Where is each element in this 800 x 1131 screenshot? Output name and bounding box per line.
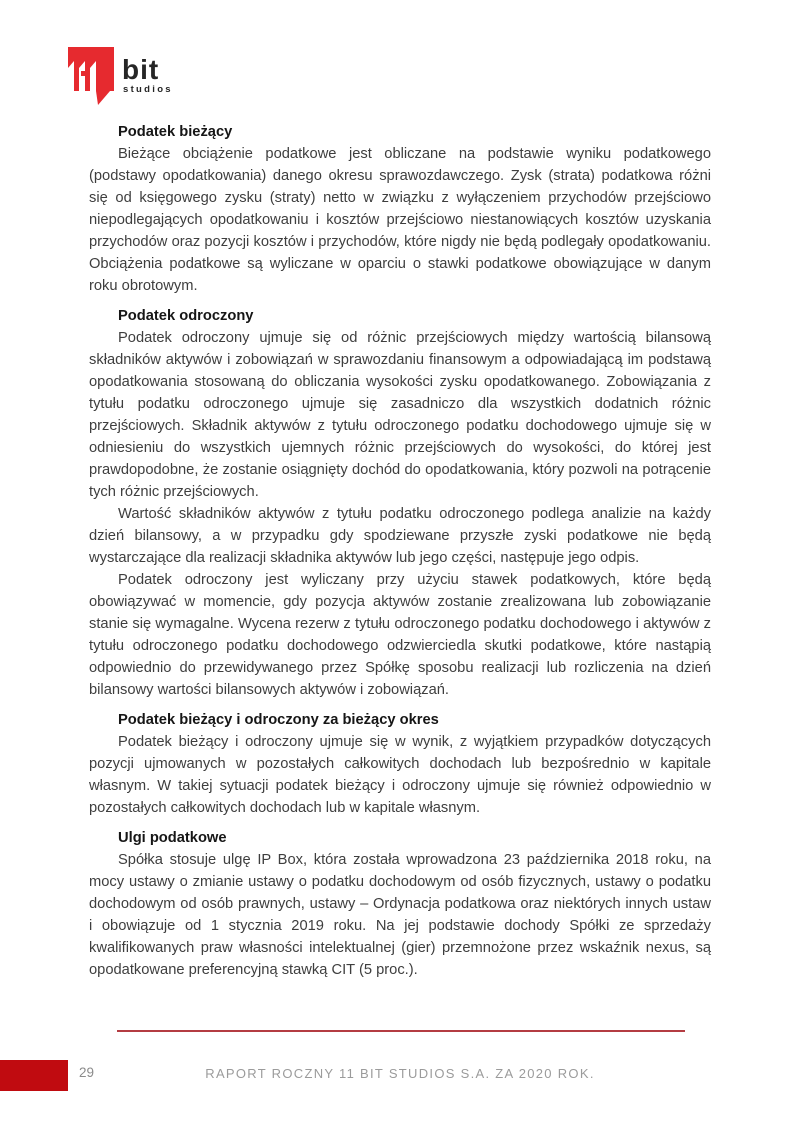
paragraph: Podatek odroczony jest wyliczany przy użyciu stawek podatkowych, które będą obowiązywać w momencie, gdy pozycja aktywów zostanie zrealizowana lub zobowiązanie stanie się wymagalne. Wycena rezerw z tytułu odroczonego podatku dochodowego i aktywów z tytułu odroczonego podatku dochodowego odzwierciedla skutki podatkowe, które nastąpią odpowiednio do przewidywanego przez Spółkę sposobu realizacji lub rozliczenia na dzień bilansowy wartości bilansowych aktywów i zobowiązań.: [89, 572, 711, 698]
11bit-logo-icon: [64, 44, 120, 113]
paragraph: Podatek bieżący i odroczony ujmuje się w wynik, z wyjątkiem przypadków dotyczących pozycji ujmowanych w pozostałych całkowitych dochodach lub bezpośrednio w kapitale własnym. W takiej sytuacji podatek bieżący i odroczony ujmuje się również odpowiednio w pozostałych całkowitych dochodach lub w kapitale własnym.: [89, 734, 711, 816]
section-heading: Podatek bieżący: [118, 124, 233, 140]
paragraph: Wartość składników aktywów z tytułu podatku odroczonego podlega analizie na każdy dzień bilansowy, a w przypadku gdy spodziewane przyszłe zyski podatkowe nie będą wystarczające dla realizacji składnika aktywów lub jego części, następuje jego odpis.: [89, 506, 711, 566]
footer-divider-line: [117, 1030, 685, 1032]
footer-report-title: RAPORT ROCZNY 11 BIT STUDIOS S.A. ZA 2020 ROK.: [205, 1066, 595, 1081]
document-body: [89, 121, 711, 981]
section-podatek-odroczony: [89, 305, 711, 701]
section-podatek-biezacy-i-odroczony: [89, 709, 711, 819]
logo-studios-text: studios: [123, 84, 173, 95]
section-podatek-biezacy: [89, 121, 711, 297]
logo-bit-text: bit: [122, 54, 160, 85]
section-heading: Podatek odroczony: [118, 308, 254, 324]
section-heading: Podatek bieżący i odroczony za bieżący okres: [118, 712, 439, 728]
company-logo: [64, 44, 264, 114]
paragraph: Bieżące obciążenie podatkowe jest obliczane na podstawie wyniku podatkowego (podstawy opodatkowania) danego okresu sprawozdawczego. Zysk (strata) podatkowa różni się od księgowego zysku (straty) netto w związku z wyłączeniem przychodów przejściowo niepodlegających opodatkowaniu i kosztów przejściowo niestanowiących kosztów uzyskania przychodów oraz pozycji kosztów i przychodów, które nigdy nie będą podlegały opodatkowaniu. Obciążenia podatkowe są wyliczane w oparciu o stawki podatkowe obowiązujące w danym roku obrotowym.: [89, 146, 711, 294]
page-number: 29: [79, 1065, 95, 1080]
paragraph: Podatek odroczony ujmuje się od różnic przejściowych między wartością bilansową składników aktywów i zobowiązań w sprawozdaniu finansowym a odpowiadającą im podstawą opodatkowania stosowaną do obliczania wysokości zysku opodatkowanego. Zobowiązania z tytułu podatku odroczonego ujmuje się zasadniczo dla wszystkich dodatnich różnic przejściowych. Składnik aktywów z tytułu odroczonego podatku dochodowego ujmuje się w odniesieniu do wszystkich ujemnych różnic przejściowych do wysokości, do której jest prawdopodobne, że zostanie osiągnięty dochód do opodatkowania, który pozwoli na potrącenie tych różnic przejściowych.: [89, 330, 711, 500]
section-heading: Ulgi podatkowe: [118, 830, 227, 846]
section-ulgi-podatkowe: [89, 827, 711, 981]
paragraph: Spółka stosuje ulgę IP Box, która została wprowadzona 23 października 2018 roku, na mocy ustawy o zmianie ustawy o podatku dochodowym od osób fizycznych, ustawy o podatku dochodowym od osób prawnych, ustawy – Ordynacja podatkowa oraz niektórych innych ustaw i obowiązuje od 1 stycznia 2019 roku. Na jej podstawie dochody Spółki ze sprzedaży kwalifikowanych praw własności intelektualnej (gier) przemnożone przez wskaźnik nexus, są opodatkowane preferencyjną stawką CIT (5 proc.).: [89, 852, 711, 978]
